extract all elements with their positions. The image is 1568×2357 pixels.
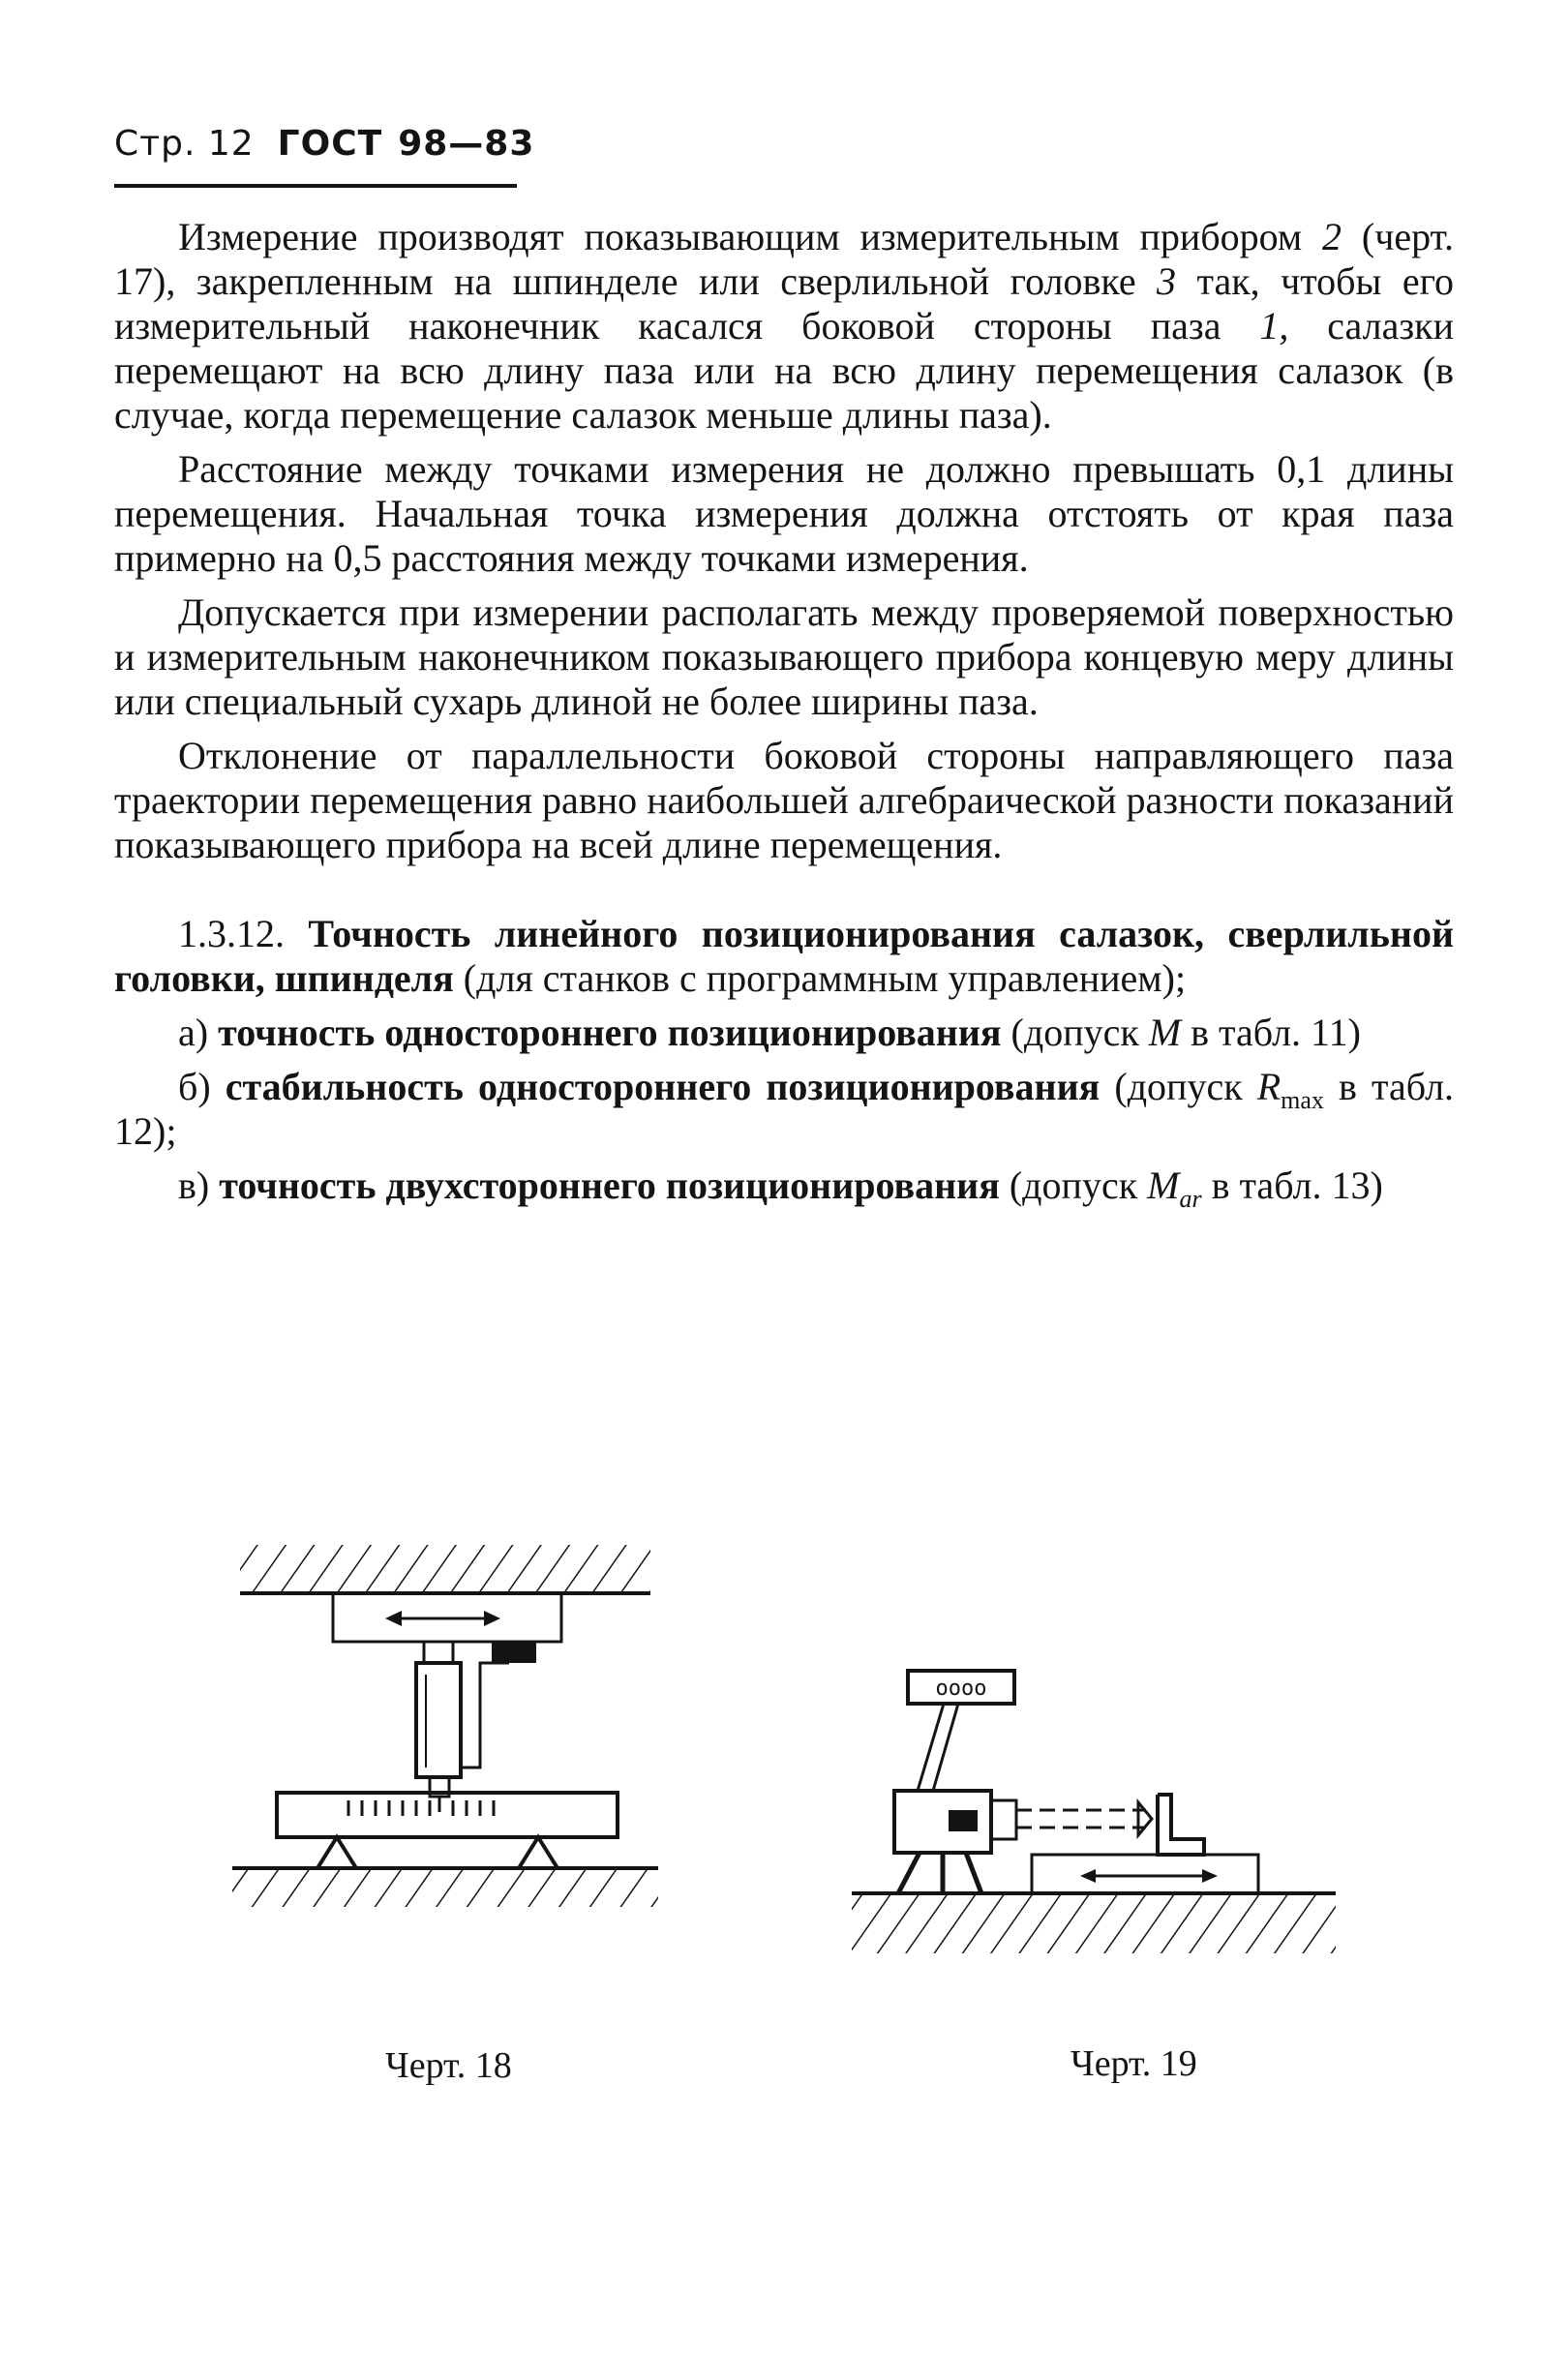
laser-interferometer <box>894 1791 1016 1853</box>
paragraph-allowed: Допускается при измерении располагать между проверяемой поверхностью и измерительным наконечником показывающего прибора концевую меру длины или специальный сухарь длиной не более ширины паза. <box>114 590 1454 723</box>
standard-number: 98—83 <box>398 124 535 164</box>
scale-bar <box>277 1793 618 1837</box>
section-number: 1.3.12. <box>178 912 285 955</box>
tripod <box>898 1853 981 1893</box>
paragraph-distance: Расстояние между точками измерения не должно превышать 0,1 длины перемещения. Начальная точка измерения должна отстоять от края паза примерно на 0,5 расстояния между точками измерения. <box>114 447 1454 580</box>
reflector <box>1158 1795 1204 1855</box>
standard-name: ГОСТ <box>277 124 383 164</box>
counter-display <box>908 1671 1014 1791</box>
page-header <box>114 124 534 164</box>
figure-18-diagram <box>232 1539 658 1907</box>
top-housing <box>240 1545 650 1593</box>
moving-slide <box>1032 1855 1258 1893</box>
figure-19-caption: Черт. 19 <box>1070 2043 1197 2084</box>
display-readout: oooo <box>935 1677 987 1701</box>
slide-carriage <box>333 1593 561 1642</box>
microscope-head <box>461 1642 536 1768</box>
section-title: Точность линейного позиционирования салазок, сверлильной головки, шпинделя <box>114 912 1454 1000</box>
base-ground <box>852 1893 1336 1953</box>
base-ground <box>232 1868 658 1907</box>
figure-19-diagram <box>852 1665 1336 1955</box>
scale-supports <box>317 1837 558 1868</box>
section-item-c: в) точность двухстороннего позиционирования (допуск $M_{ar}$ в табл. 13) <box>178 1163 1383 1213</box>
header-rule <box>114 184 517 188</box>
figure-18-caption: Черт. 18 <box>385 2045 512 2086</box>
paragraph-measurement: Измерение производят показывающим измерительным прибором 2 (черт. 17), закрепленным на шпинделе или сверлильной головке 3 так, чтобы его измерительный наконечник касался боковой стороны паза 1, салазки перемещают на всю длину паза или на всю длину перемещения салазок (в случае, когда перемещение салазок меньше длины паза). <box>114 215 1455 437</box>
page-number: Стр. 12 <box>114 124 255 164</box>
section-item-a: а) точность одностороннего позиционирования (допуск M в табл. 11) <box>178 1011 1361 1054</box>
section-note: (для станков с программным управлением); <box>463 956 1187 1000</box>
section-1-3-12 <box>114 912 1454 1001</box>
spindle <box>416 1642 461 1812</box>
section-item-b: б) стабильность одностороннего позиционирования (допуск $R_{max}$ в табл. 12); <box>114 1065 1455 1153</box>
laser-beam <box>1016 1802 1152 1835</box>
body-text <box>114 215 1454 1218</box>
paragraph-deviation: Отклонение от параллельности боковой стороны направляющего паза траектории перемещения равно наибольшей алгебраической разности показаний показывающего прибора на всей длине перемещения. <box>114 734 1454 866</box>
